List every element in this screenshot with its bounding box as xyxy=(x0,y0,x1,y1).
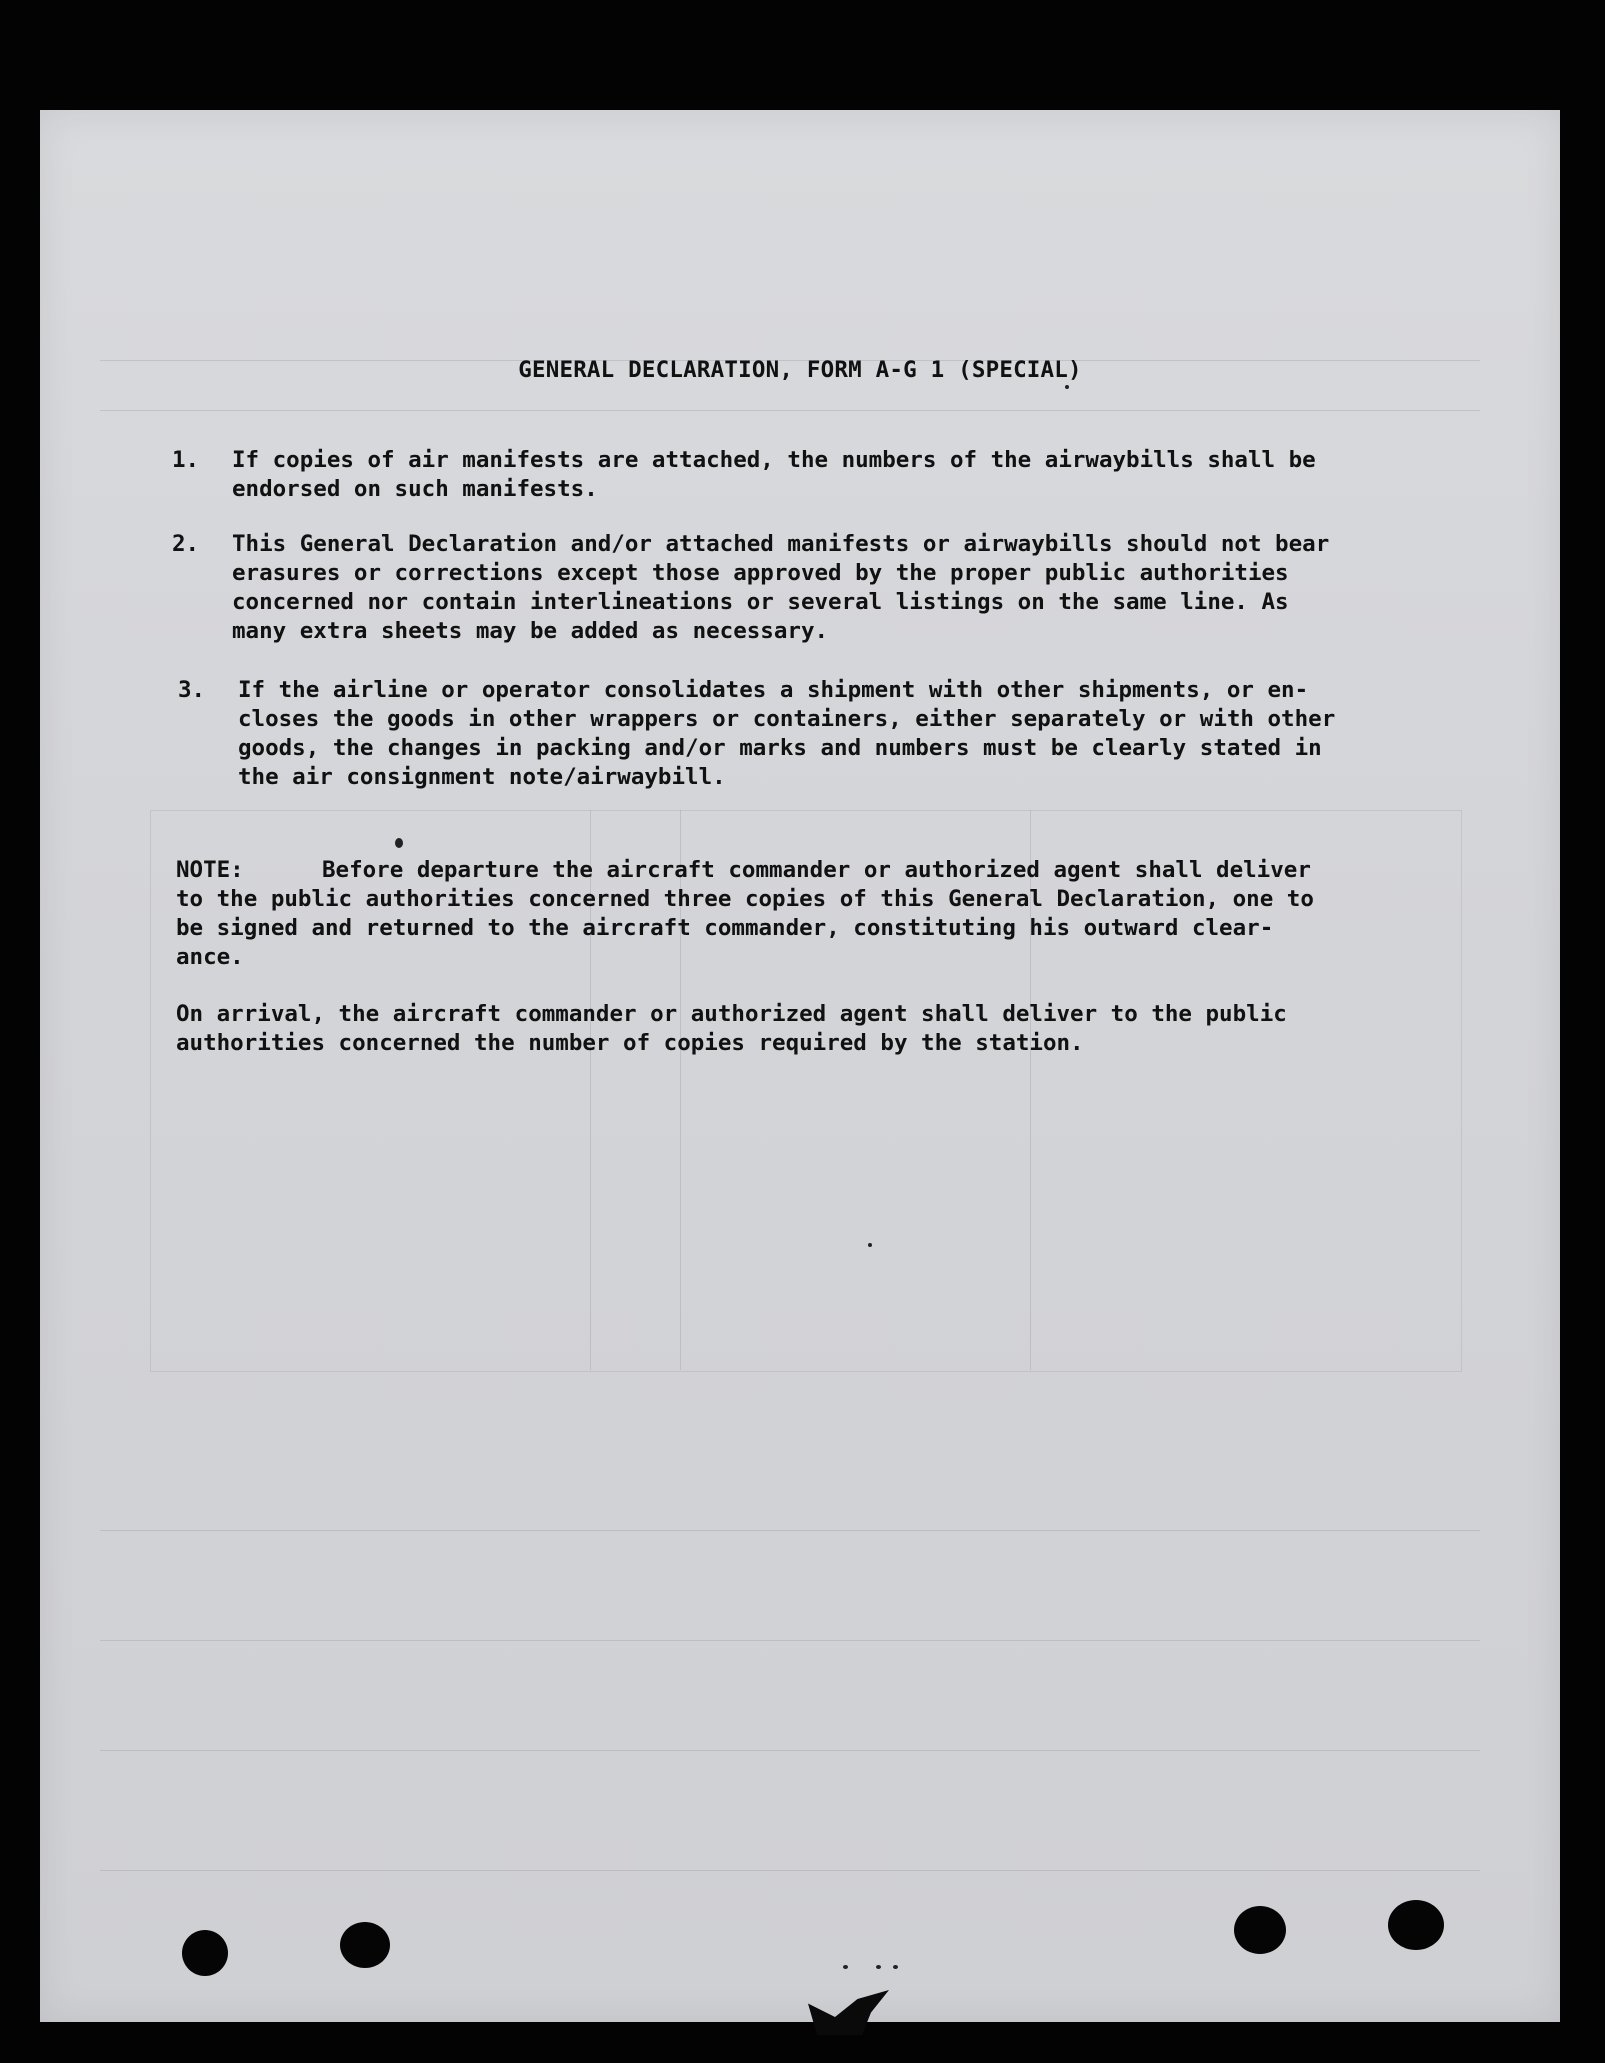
punch-hole xyxy=(340,1922,390,1968)
scan-speck xyxy=(1065,385,1069,389)
item-text: If the airline or operator consolidates a shipment with other shipments, or en- closes the goods in other wrappers or containers, either separately or with other goods, the changes in packing and/or marks and numbers must be clearly stated in the air consignment note/airwaybill. xyxy=(238,677,1336,790)
scan-speck xyxy=(876,1965,881,1969)
punch-hole xyxy=(182,1930,228,1976)
item-text: If copies of air manifests are attached, the numbers of the airwaybills shall be endorsed on such manifests. xyxy=(232,447,1316,502)
punch-hole xyxy=(1388,1900,1444,1950)
note-paragraph xyxy=(176,856,1441,972)
note-label: NOTE: xyxy=(176,857,244,883)
item-number: 1. xyxy=(172,447,200,473)
punch-hole xyxy=(1234,1906,1286,1954)
note-text: Before departure the aircraft commander or authorized agent shall deliver to the public authorities concerned three copies of this General Declaration, one to be signed and returned to the aircraft commander, constituting his outward clear- ance. xyxy=(176,857,1314,970)
scan-speck xyxy=(395,838,403,848)
item-text: This General Declaration and/or attached manifests or airwaybills should not bear erasures or corrections except those approved by the proper public authorities concerned nor contain interlineations or several listings on the same line. As many extra sheets may be added as necessary. xyxy=(232,531,1330,644)
scan-speck xyxy=(868,1243,872,1247)
document-title: GENERAL DECLARATION, FORM A-G 1 (SPECIAL) xyxy=(518,357,1082,383)
item-number: 3. xyxy=(178,677,206,703)
arrival-paragraph: On arrival, the aircraft commander or authorized agent shall deliver to the public authorities concerned the number of copies required by the station. xyxy=(176,1001,1287,1056)
item-number: 2. xyxy=(172,531,200,557)
scan-speck xyxy=(843,1965,848,1969)
scan-speck xyxy=(893,1965,898,1969)
